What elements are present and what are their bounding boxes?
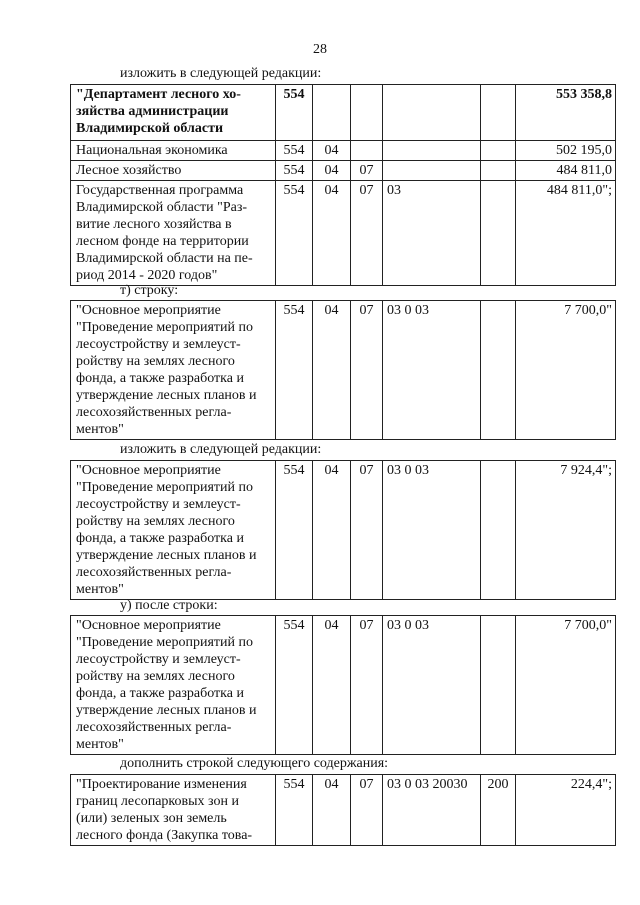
row-pr <box>351 85 383 141</box>
row-name: Лесное хозяйство <box>71 161 276 181</box>
row-vr <box>481 161 516 181</box>
row-csr: 03 0 03 20030 <box>383 775 481 846</box>
row-name: "Основное мероприятие "Проведение мероприятий по лесоустройству и землеуст-ройству на землях лесного фонда, а также разработка и утверждение лесных планов и лесохозяйственных регла-ментов" <box>71 616 276 755</box>
row-sum: 7 700,0" <box>516 616 616 755</box>
row-gr: 554 <box>276 161 313 181</box>
row-csr <box>383 161 481 181</box>
row-vr: 200 <box>481 775 516 846</box>
row-rz: 04 <box>313 461 351 600</box>
caption-add-row: дополнить строкой следующего содержания: <box>120 756 389 771</box>
row-rz: 04 <box>313 181 351 286</box>
row-rz: 04 <box>313 775 351 846</box>
row-name: "Департамент лесного хо-зяйства администрации Владимирской области <box>71 85 276 141</box>
row-rz: 04 <box>313 616 351 755</box>
row-rz: 04 <box>313 161 351 181</box>
budget-table-after-row <box>70 615 616 755</box>
row-sum: 484 811,0 <box>516 161 616 181</box>
row-sum: 502 195,0 <box>516 141 616 161</box>
budget-table-department <box>70 84 616 286</box>
caption-second-edit: изложить в следующей редакции: <box>120 442 322 457</box>
caption-u-after-row: у) после строки: <box>120 598 218 613</box>
row-csr: 03 0 03 <box>383 616 481 755</box>
row-sum: 7 924,4"; <box>516 461 616 600</box>
row-pr <box>351 141 383 161</box>
table-row <box>71 616 616 755</box>
table-row <box>71 775 616 846</box>
row-pr: 07 <box>351 301 383 440</box>
table-row <box>71 461 616 600</box>
row-pr: 07 <box>351 775 383 846</box>
row-gr: 554 <box>276 141 313 161</box>
row-csr <box>383 85 481 141</box>
table-row <box>71 301 616 440</box>
row-name: "Основное мероприятие "Проведение мероприятий по лесоустройству и землеуст-ройству на землях лесного фонда, а также разработка и утверждение лесных планов и лесохозяйственных регла-ментов" <box>71 301 276 440</box>
row-name: "Проектирование изменения границ лесопарковых зон и (или) зеленых зон земель лесного фонда (Закупка това- <box>71 775 276 846</box>
table-row <box>71 85 616 141</box>
row-csr: 03 <box>383 181 481 286</box>
row-gr: 554 <box>276 616 313 755</box>
row-gr: 554 <box>276 775 313 846</box>
row-sum: 484 811,0"; <box>516 181 616 286</box>
row-vr <box>481 461 516 600</box>
row-gr: 554 <box>276 181 313 286</box>
row-sum: 224,4"; <box>516 775 616 846</box>
row-pr: 07 <box>351 161 383 181</box>
row-vr <box>481 141 516 161</box>
row-vr <box>481 301 516 440</box>
row-csr <box>383 141 481 161</box>
row-rz: 04 <box>313 141 351 161</box>
budget-table-old-row <box>70 300 616 440</box>
budget-table-new-row <box>70 460 616 600</box>
row-pr: 07 <box>351 616 383 755</box>
row-gr: 554 <box>276 85 313 141</box>
row-pr: 07 <box>351 181 383 286</box>
row-name: Государственная программа Владимирской области "Раз-витие лесного хозяйства в лесном фонде на территории Владимирской области на пе-риод 2014 - 2020 годов" <box>71 181 276 286</box>
row-rz <box>313 85 351 141</box>
caption-first-edit: изложить в следующей редакции: <box>120 66 322 81</box>
caption-t-row: т) строку: <box>120 283 179 298</box>
row-vr <box>481 85 516 141</box>
row-csr: 03 0 03 <box>383 461 481 600</box>
table-row <box>71 141 616 161</box>
row-vr <box>481 181 516 286</box>
row-vr <box>481 616 516 755</box>
table-row <box>71 161 616 181</box>
row-rz: 04 <box>313 301 351 440</box>
row-pr: 07 <box>351 461 383 600</box>
table-row <box>71 181 616 286</box>
row-sum: 7 700,0" <box>516 301 616 440</box>
row-gr: 554 <box>276 301 313 440</box>
budget-table-added-row <box>70 774 616 846</box>
row-name: Национальная экономика <box>71 141 276 161</box>
page-number: 28 <box>313 42 327 57</box>
row-csr: 03 0 03 <box>383 301 481 440</box>
row-sum: 553 358,8 <box>516 85 616 141</box>
row-name: "Основное мероприятие "Проведение мероприятий по лесоустройству и землеуст-ройству на землях лесного фонда, а также разработка и утверждение лесных планов и лесохозяйственных регла-ментов" <box>71 461 276 600</box>
row-gr: 554 <box>276 461 313 600</box>
